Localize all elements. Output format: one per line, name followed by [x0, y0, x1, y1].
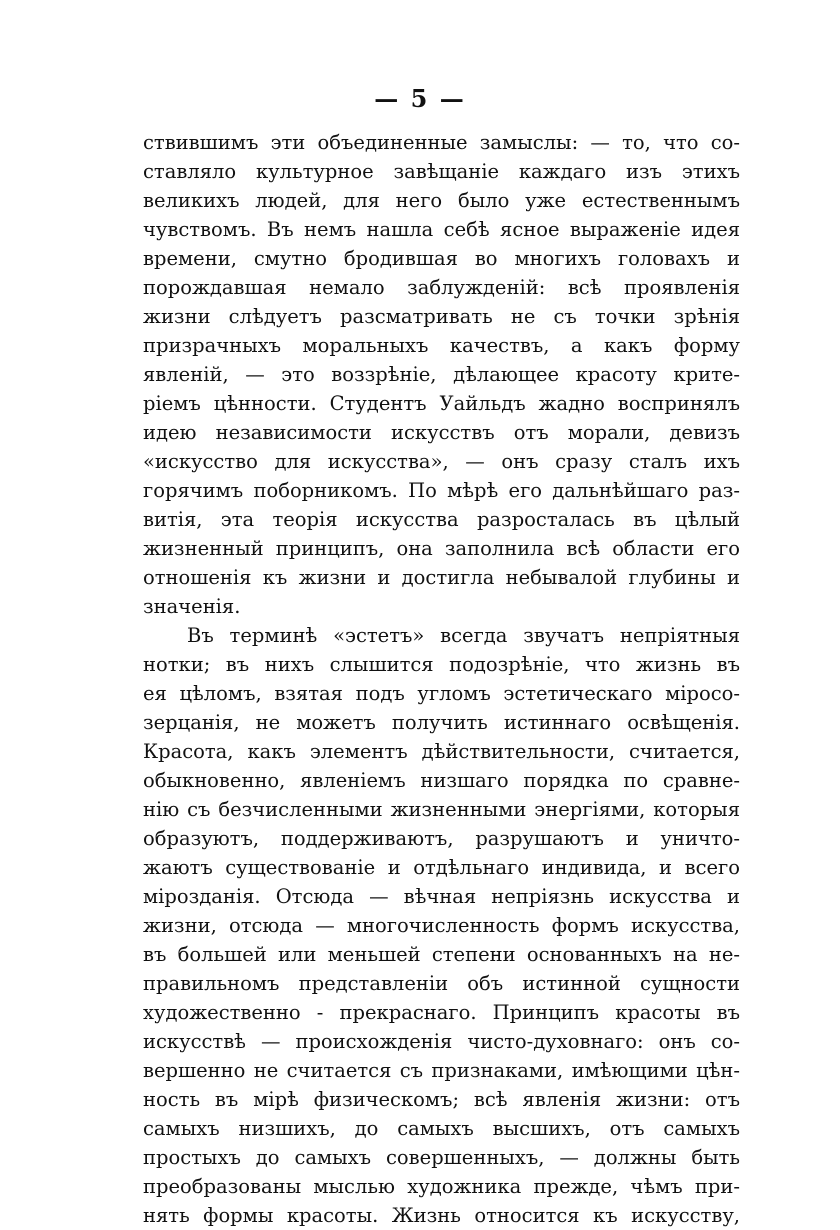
text-line: простыхъ до самыхъ совершенныхъ, — должны быть [143, 1146, 740, 1169]
text-line: жизненный принципъ, она заполнила всѣ области его [143, 537, 740, 560]
text-line: самыхъ низшихъ, до самыхъ высшихъ, отъ самыхъ [143, 1117, 740, 1140]
text-line: Въ терминѣ «эстетъ» всегда звучатъ непріятныя [187, 624, 740, 647]
text-line: нять формы красоты. Жизнь относится къ искусству, [143, 1204, 740, 1227]
text-line: вершенно не считается съ признаками, имѣющими цѣн- [143, 1059, 740, 1082]
text-line: художественно - прекраснаго. Принципъ красоты въ [143, 1001, 740, 1024]
text-line: горячимъ поборникомъ. По мѣрѣ его дальнѣйшаго раз- [143, 479, 740, 502]
text-line: значенія. [143, 595, 241, 618]
text-line: идею независимости искусствъ отъ морали, девизъ [143, 421, 740, 444]
body-text [143, 128, 740, 1230]
text-line: порождавшая немало заблужденій: всѣ проявленія [143, 276, 740, 299]
text-line: времени, смутно бродившая во многихъ головахъ и [143, 247, 740, 270]
text-line: ріемъ цѣнности. Студентъ Уайльдъ жадно воспринялъ [143, 392, 740, 415]
text-line: въ большей или меньшей степени основанныхъ на не- [143, 943, 740, 966]
text-line: преобразованы мыслью художника прежде, чѣмъ при- [143, 1175, 740, 1198]
text-line: образуютъ, поддерживаютъ, разрушаютъ и уничто- [143, 827, 740, 850]
text-line: ея цѣломъ, взятая подъ угломъ эстетическаго міросо- [143, 682, 740, 705]
text-line: нію съ безчисленными жизненными энергіями, которыя [143, 798, 740, 821]
text-line: витія, эта теорія искусства разросталась въ цѣлый [143, 508, 740, 531]
text-line: явленій, — это воззрѣніе, дѣлающее красоту крите- [143, 363, 740, 386]
text-line: «искусство для искусства», — онъ сразу сталъ ихъ [143, 450, 740, 473]
text-line: жизни, отсюда — многочисленность формъ искусства, [143, 914, 740, 937]
text-line: ность въ мірѣ физическомъ; всѣ явленія жизни: отъ [143, 1088, 740, 1111]
text-line: жаютъ существованіе и отдѣльнаго индивида, и всего [143, 856, 740, 879]
text-line: искусствѣ — происхожденія чисто-духовнаго: онъ со- [143, 1030, 740, 1053]
text-line: мірозданія. Отсюда — вѣчная непріязнь искусства и [143, 885, 740, 908]
text-line: обыкновенно, явленіемъ низшаго порядка по сравне- [143, 769, 740, 792]
text-line: жизни слѣдуетъ разсматривать не съ точки зрѣнія [143, 305, 740, 328]
text-line: правильномъ представленіи объ истинной сущности [143, 972, 740, 995]
paragraph [143, 128, 740, 621]
text-line: Красота, какъ элементъ дѣйствительности, считается, [143, 740, 740, 763]
paragraph [143, 621, 740, 1230]
text-line: призрачныхъ моральныхъ качествъ, а какъ форму [143, 334, 740, 357]
text-line: зерцанія, не можетъ получить истиннаго освѣщенія. [143, 711, 740, 734]
text-line: великихъ людей, для него было уже естественнымъ [143, 189, 740, 212]
text-line: чувствомъ. Въ немъ нашла себѣ ясное выраженіе идея [143, 218, 740, 241]
text-line: отношенія къ жизни и достигла небывалой глубины и [143, 566, 740, 589]
page-number: — 5 — [374, 84, 466, 113]
text-line: нотки; въ нихъ слышится подозрѣніе, что жизнь въ [143, 653, 740, 676]
text-line: ствившимъ эти объединенные замыслы: — то, что со- [143, 131, 740, 154]
text-line: ставляло культурное завѣщаніе каждаго изъ этихъ [143, 160, 740, 183]
